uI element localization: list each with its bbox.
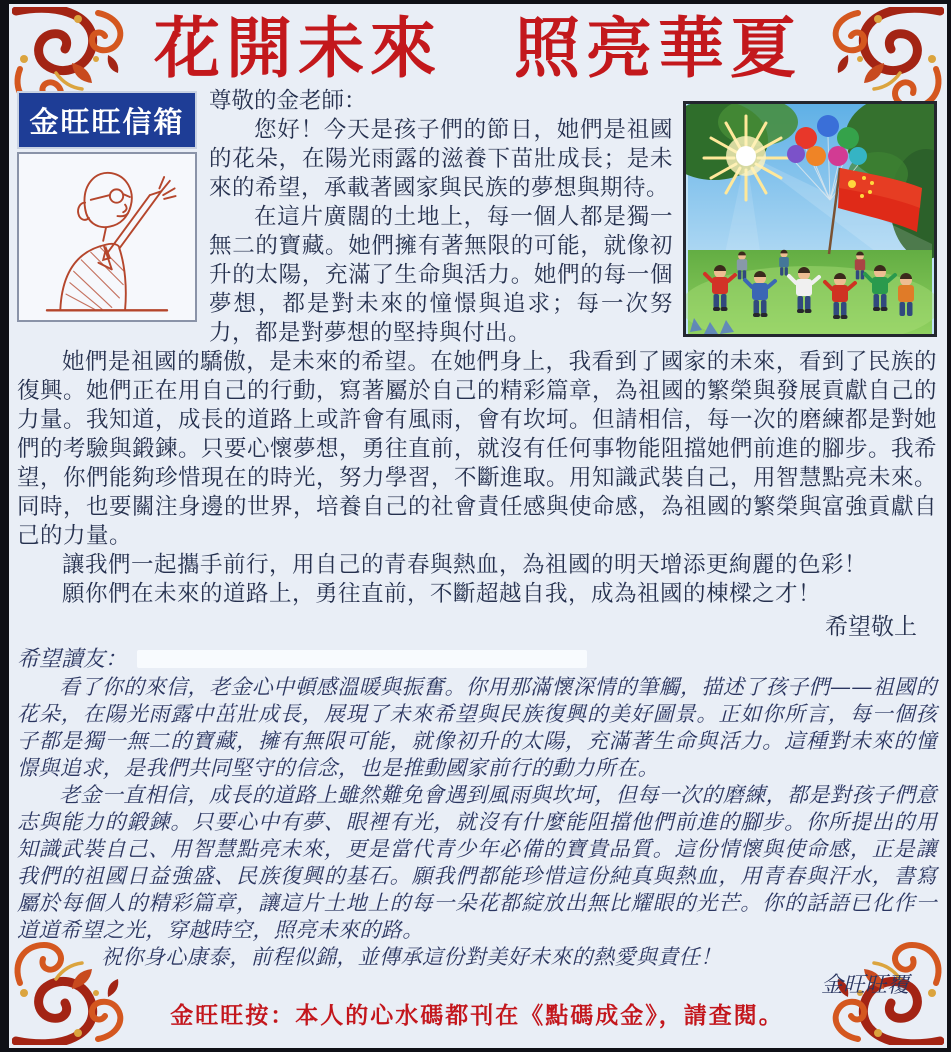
reply-salutation-line — [17, 646, 937, 674]
redacted-area — [137, 650, 587, 668]
reply-salutation: 希望讀友： — [17, 646, 128, 672]
letter-paragraph-1: 您好！今天是孩子們的節日，她們是祖國的花朵，在陽光雨露的滋養下苗壯成長；是未來的希望，承載著國家與民族的夢想與期待。 — [209, 116, 673, 201]
letter-salutation: 尊敬的金老師： — [209, 87, 367, 114]
old-man-sketch-illustration — [17, 152, 197, 322]
letter-paragraph-2: 在這片廣闊的土地上，每一個人都是獨一無二的寶藏。她們擁有著無限的可能，就像初升的太陽，充滿了生命與活力。她們的每一個夢想，都是對未來的憧憬與追求；每一次努力，都是對夢想的堅持與付出。 — [209, 203, 673, 346]
mailbox-logo — [17, 91, 197, 322]
reply-wish-line: 祝你身心康泰，前程似錦，並傳承這份對美好未來的熱愛與責任！ — [101, 944, 722, 969]
mailbox-logo-label: 金旺旺信箱 — [17, 91, 197, 149]
reply-paragraph-1: 看了你的來信，老金心中頓感溫暖與振奮。你用那滿懷深情的筆觸，描述了孩子們——祖國的花朵，在陽光雨露中茁壯成長，展現了未來希望與民族復興的美好圖景。正如你所言，每一個孩子都是獨一無二的寶藏，擁有無限可能，就像初升的太陽，充滿著生命與活力。這種對未來的憧憬與追求，是我們共同堅守的信念，也是推動國家前行的動力所在。 — [17, 674, 937, 780]
letter-paragraph-3: 她們是祖國的驕傲，是未來的希望。在她們身上，我看到了國家的未來，看到了民族的復興。她們正在用自己的行動，寫著屬於自己的精彩篇章，為祖國的繁榮與發展貢獻自己的力量。我知道，成長的道路上或許會有風雨，會有坎坷。但請相信，每一次的磨練都是對她們的考驗與鍛鍊。只要心懷夢想，勇往直前，就沒有任何事物能阻擋她們前進的腳步。我希望，你們能夠珍惜現在的時光，努力學習，不斷進取。用知識武裝自己，用智慧點亮未來。同時，也要關注身邊的世界，培養自己的社會責任感與使命感，為祖國的繁榮與富強貢獻自己的力量。 — [17, 348, 938, 549]
old-man-sketch-icon — [23, 157, 191, 317]
children-balloons-sun-flag-icon — [686, 104, 934, 334]
children-illustration — [683, 101, 937, 337]
editor-note: 金旺旺按：本人的心水碼都刊在《點碼成金》，請查閱。 — [170, 1001, 784, 1029]
letter-paragraph-5: 願你們在未來的道路上，勇往直前，不斷超越自我，成為祖國的棟樑之才！ — [62, 580, 822, 607]
reply-paragraph-2: 老金一直相信，成長的道路上雖然難免會遇到風雨與坎坷，但每一次的磨練，都是對孩子們意志與能力的鍛鍊。只要心中有夢、眼裡有光，就沒有什麼能阻擋他們前進的腳步。你所提出的用知識武裝自己、用智慧點亮未來，更是當代青少年必備的寶貴品質。這份情懷與使命感，正是讓我們的祖國日益強盛、民族復興的基石。願我們都能珍惜這份純真與熱血，用青春與汗水，書寫屬於每個人的精彩篇章，讓這片土地上的每一朵花都綻放出無比耀眼的光芒。你的話語已化作一道道希望之光，穿越時空，照亮未來的路。 — [17, 782, 937, 942]
reply-signature: 金旺旺覆 — [820, 972, 909, 998]
letter-signature: 希望敬上 — [825, 613, 917, 640]
column-content — [9, 87, 947, 1031]
letter-paragraph-4: 讓我們一起攜手前行，用自己的青春與熱血，為祖國的明天增添更絢麗的色彩！ — [62, 551, 868, 578]
reply-section — [17, 646, 937, 999]
page-title: 花開未來 照亮華夏 — [154, 9, 802, 87]
